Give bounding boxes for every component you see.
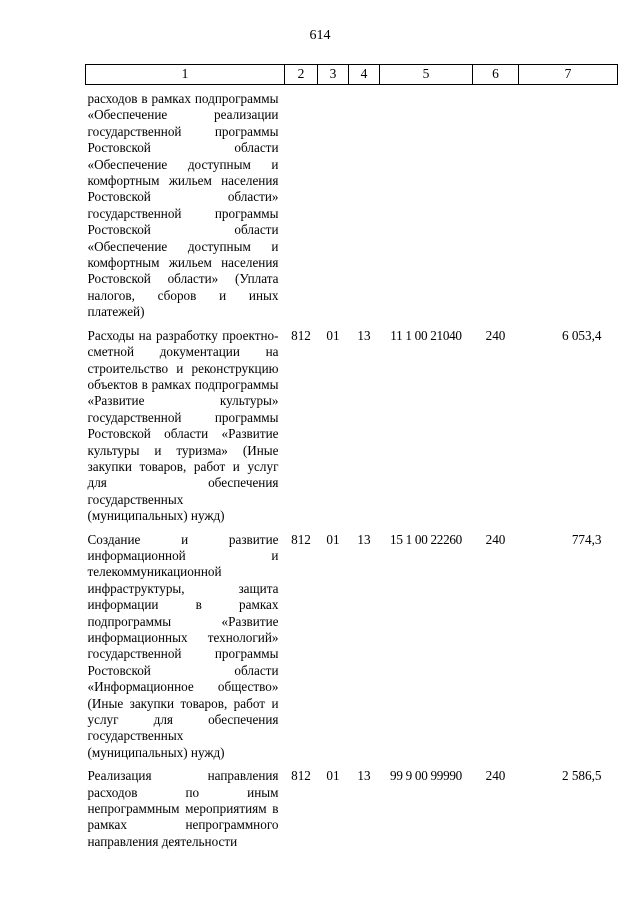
row-target-article bbox=[380, 85, 473, 328]
row-ministry bbox=[285, 85, 318, 328]
row-expense-type: 240 bbox=[485, 531, 506, 547]
row-description: Расходы на разработку проектно-сметной документации на строительство и реконструкцию объектов в рамках подпрограммы «Развитие культуры» государственной программы Ростовской области «Развитие культуры и туризма» (Иные закупки товаров, работ и услуг для обеспечения государственных (муниципальных) нужд) bbox=[87, 327, 279, 524]
column-header-2: 2 bbox=[285, 65, 318, 85]
row-amount: 774,3 bbox=[571, 531, 602, 547]
row-description: Создание и развитие информационной и телекоммуникационной инфраструктуры, защита информации в рамках подпрограммы «Развитие информационных технологий» государственной программы Ростовской области «Информационное общество» (Иные закупки товаров, работ и услуг для обеспечения государственных (муниципальных) нужд) bbox=[87, 531, 279, 760]
column-header-7: 7 bbox=[519, 65, 618, 85]
row-subsection: 13 bbox=[357, 531, 371, 547]
row-ministry: 812 bbox=[291, 768, 311, 784]
page-number: 614 bbox=[309, 28, 331, 43]
row-subsection bbox=[349, 85, 380, 328]
row-subsection: 13 bbox=[357, 327, 371, 343]
row-amount: 2 586,5 bbox=[561, 768, 602, 784]
row-ministry: 812 bbox=[291, 327, 311, 343]
row-section: 01 bbox=[326, 327, 340, 343]
column-header-3: 3 bbox=[318, 65, 349, 85]
column-header-6: 6 bbox=[473, 65, 519, 85]
row-target-article: 11 1 00 21040 bbox=[390, 327, 462, 343]
row-expense-type: 240 bbox=[485, 768, 506, 784]
row-amount bbox=[519, 85, 618, 328]
row-description: расходов в рамках подпрограммы «Обеспечение реализации государственной программы Ростовской области «Обеспечение доступным и комфортным жильем населения Ростовской области» государственной программы Ростовской области «Обеспечение доступным и комфортным жильем населения Ростовской области» (Уплата налогов, сборов и иных платежей) bbox=[87, 91, 279, 320]
table-row bbox=[86, 328, 618, 532]
row-section: 01 bbox=[326, 768, 340, 784]
table-row bbox=[86, 532, 618, 769]
row-description: Реализация направления расходов по иным непрограммным мероприятиям в рамках непрограммного направления деятельности bbox=[87, 768, 279, 849]
budget-table bbox=[85, 64, 618, 857]
row-target-article: 15 1 00 22260 bbox=[390, 531, 462, 547]
table-row bbox=[86, 85, 618, 328]
row-ministry: 812 bbox=[291, 531, 311, 547]
row-amount: 6 053,4 bbox=[561, 327, 602, 343]
row-target-article: 99 9 00 99990 bbox=[390, 768, 462, 784]
column-header-4: 4 bbox=[349, 65, 380, 85]
table-row bbox=[86, 768, 618, 857]
row-section bbox=[318, 85, 349, 328]
column-header-5: 5 bbox=[380, 65, 473, 85]
row-section: 01 bbox=[326, 531, 340, 547]
table-header-row bbox=[86, 65, 618, 85]
column-header-1: 1 bbox=[86, 65, 285, 85]
row-expense-type: 240 bbox=[485, 327, 506, 343]
row-expense-type bbox=[473, 85, 519, 328]
row-subsection: 13 bbox=[357, 768, 371, 784]
